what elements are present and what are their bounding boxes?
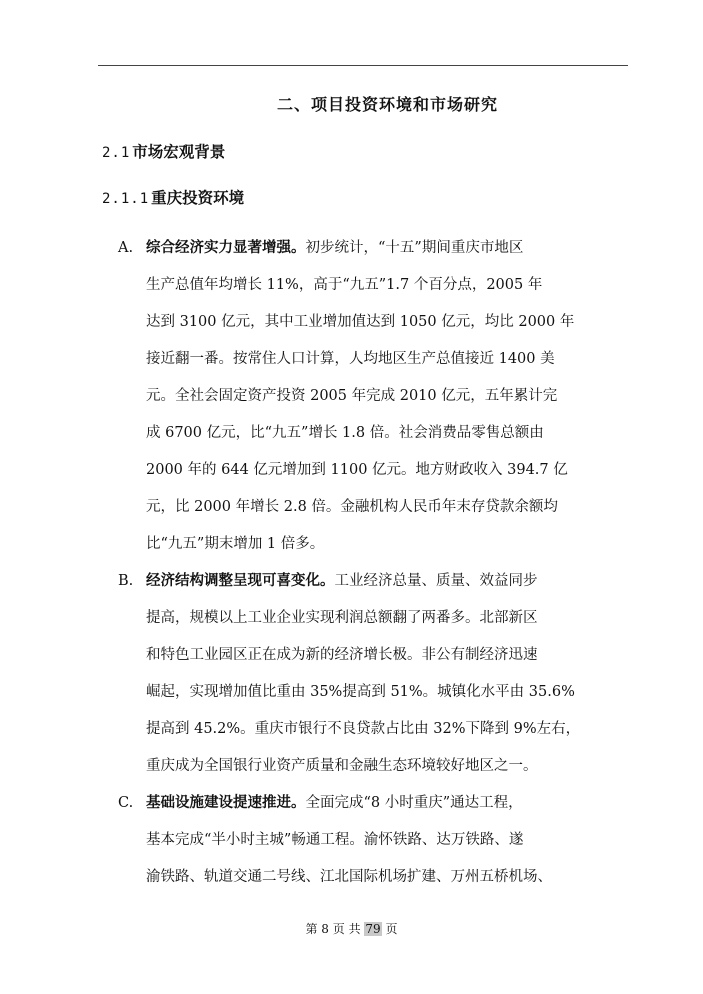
paragraph-line: 元。全社会固定资产投资 2005 年完成 2010 亿元，五年累计完: [146, 388, 558, 404]
paragraph-line: 基础设施建设提速推进。全面完成“8 小时重庆”通达工程，: [146, 795, 523, 811]
paragraph-line: 接近翻一番。按常住人口计算，人均地区生产总值接近 1400 美: [146, 351, 555, 367]
page-footer: 第 8 页 共 79 页: [305, 922, 398, 936]
paragraph-line: 2000 年的 644 亿元增加到 1100 亿元。地方财政收入 394.7 亿: [146, 462, 568, 478]
paragraph-line: 和特色工业园区正在成为新的经济增长极。非公有制经济迅速: [146, 647, 538, 663]
list-marker: B.: [118, 573, 134, 589]
page-number: 8: [321, 922, 329, 936]
paragraph-line: 提高到 45.2%。重庆市银行不良贷款占比由 32%下降到 9%左右，: [146, 721, 581, 737]
header-rule: [98, 65, 628, 66]
paragraph-lead: 基础设施建设提速推进。: [146, 795, 306, 811]
paragraph-line: 成 6700 亿元，比“九五”增长 1.8 倍。社会消费品零售总额由: [146, 425, 544, 441]
paragraph-line: 生产总值年均增长 11%，高于“九五”1.7 个百分点，2005 年: [146, 277, 543, 293]
paragraph-line: 达到 3100 亿元，其中工业增加值达到 1050 亿元，均比 2000 年: [146, 314, 575, 330]
list-marker: C.: [118, 795, 134, 811]
paragraph-line: 崛起，实现增加值比重由 35%提高到 51%。城镇化水平由 35.6%: [146, 684, 575, 700]
paragraph-lead: 经济结构调整呈现可喜变化。: [146, 573, 335, 589]
paragraph-line: 提高，规模以上工业企业实现利润总额翻了两番多。北部新区: [146, 610, 538, 626]
paragraph-line: 综合经济实力显著增强。初步统计，“十五”期间重庆市地区: [146, 240, 524, 256]
paragraph-line: 元，比 2000 年增长 2.8 倍。金融机构人民币年末存贷款余额均: [146, 499, 558, 515]
paragraph-line: 经济结构调整呈现可喜变化。工业经济总量、质量、效益同步: [146, 573, 538, 589]
paragraph-line: 渝铁路、轨道交通二号线、江北国际机场扩建、万州五桥机场、: [146, 869, 552, 885]
paragraph-line: 基本完成“半小时主城”畅通工程。渝怀铁路、达万铁路、遂: [146, 832, 524, 848]
subsection-heading: 2.1.1 重庆投资环境: [102, 189, 245, 207]
section-heading: 2.1 市场宏观背景: [102, 143, 226, 161]
paragraph-line: 比“九五”期末增加 1 倍多。: [146, 536, 325, 552]
total-pages: 79: [365, 922, 381, 936]
list-marker: A.: [118, 240, 134, 256]
paragraph-line: 重庆成为全国银行业资产质量和金融生态环境较好地区之一。: [146, 758, 538, 774]
chapter-heading: 二、项目投资环境和市场研究: [276, 95, 498, 114]
paragraph-lead: 综合经济实力显著增强。: [146, 240, 306, 256]
